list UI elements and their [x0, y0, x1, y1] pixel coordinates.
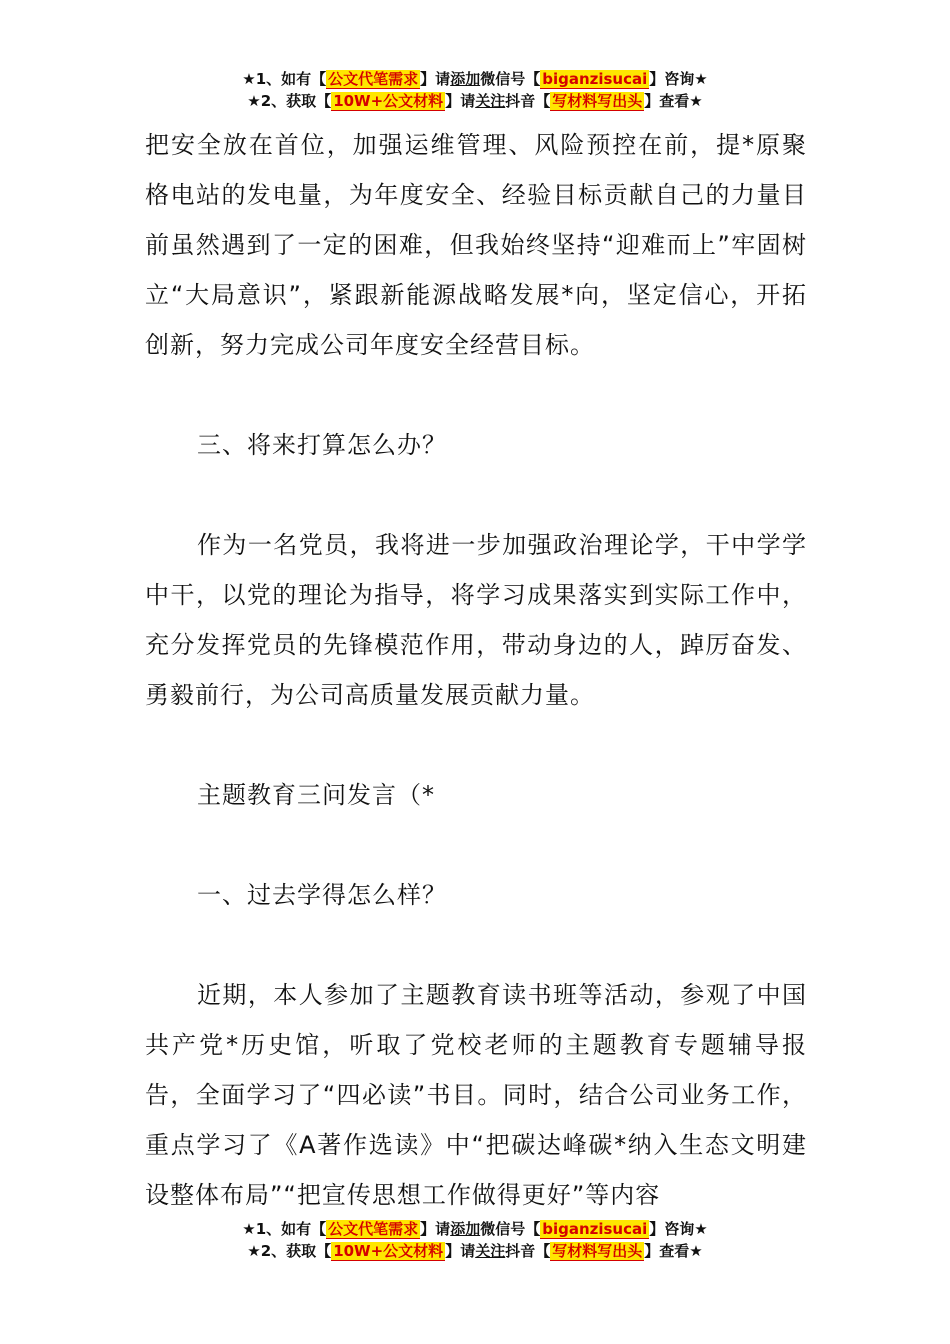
footer-promo-banner — [0, 1218, 950, 1262]
promo-line-1: ★1、如有【 公文代笔需求 】请添加微信号【 biganzisucai 】咨询★ — [242, 70, 708, 88]
promo-line-1: ★1、如有【 公文代笔需求 】请添加微信号【 biganzisucai 】咨询★ — [242, 1220, 708, 1238]
promo-line-2: ★2、获取【 10W+公文材料 】请关注抖音【 写材料写出头 】查看★ — [247, 1242, 703, 1260]
promo-highlight: biganzisucai — [542, 70, 648, 88]
promo-highlight: 公文代笔需求 — [328, 70, 419, 88]
promo-line-2: ★2、获取【 10W+公文材料 】请关注抖音【 写材料写出头 】查看★ — [247, 92, 703, 110]
promo-highlight: biganzisucai — [542, 1220, 648, 1238]
paragraph: 作为一名党员，我将进一步加强政治理论学，干中学学中干，以党的理论为指导，将学习成果落实到实际工作中，充分发挥党员的先锋模范作用，带动身边的人，踔厉奋发、勇毅前行，为公司高质量发展贡献力量。 — [145, 531, 807, 709]
section-heading: 一、过去学得怎么样？ — [197, 881, 447, 909]
promo-highlight: 写材料写出头 — [552, 92, 643, 110]
paragraph: 近期，本人参加了主题教育读书班等活动，参观了中国共产党*历史馆，听取了党校老师的主题教育专题辅导报告，全面学习了“四必读”书目。同时，结合公司业务工作，重点学习了《A著作选读》中“把碳达峰碳*纳入生态文明建设整体布局”“把宣传思想工作做得更好”等内容 — [145, 981, 807, 1209]
document-title: 主题教育三问发言（* — [197, 781, 435, 809]
promo-highlight: 10W+公文材料 — [333, 92, 444, 110]
header-promo-banner — [0, 68, 950, 112]
promo-highlight: 公文代笔需求 — [328, 1220, 419, 1238]
document-body — [145, 120, 807, 1220]
section-heading: 三、将来打算怎么办？ — [197, 431, 447, 459]
promo-highlight: 10W+公文材料 — [333, 1242, 444, 1260]
paragraph: 把安全放在首位，加强运维管理、风险预控在前，提*原聚格电站的发电量，为年度安全、经验目标贡献自己的力量目前虽然遇到了一定的困难，但我始终坚持“迎难而上”牢固树立“大局意识”，紧跟新能源战略发展*向，坚定信心，开拓创新，努力完成公司年度安全经营目标。 — [145, 131, 807, 359]
promo-highlight: 写材料写出头 — [552, 1242, 643, 1260]
